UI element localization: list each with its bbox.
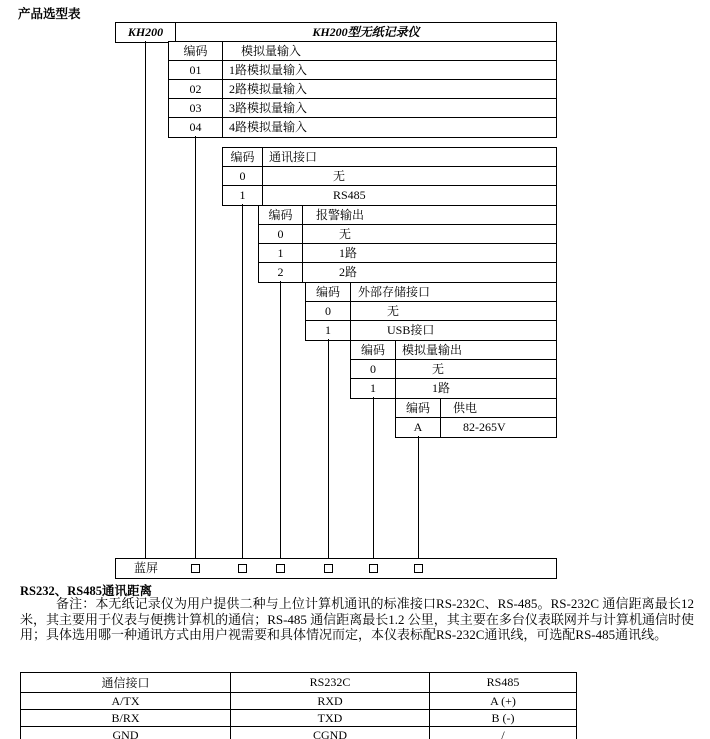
base-row <box>115 558 557 579</box>
connector-line <box>328 339 329 558</box>
option-row-label: 无 <box>339 227 352 241</box>
comm-table-cell: GND <box>21 727 231 739</box>
connector-line <box>145 41 146 558</box>
comm-note: 备注：本无纸记录仪为用户提供二种与上位计算机通讯的标准接口RS-232C、RS-485。RS-232C 通信距离最长12米，其主要用于仪表与便携计算机的通信；RS-485 通信距离最长1.2 公里，其主要在多台仪表联网并与计算机通信时使用；具体选用哪一种通讯方式由用户视需要和具体情况而定，本仪表标配RS-232C通讯线，可选配RS-485通讯线。 <box>20 596 694 643</box>
option-row-code: 03 <box>169 99 223 117</box>
comm-table-cell: / <box>430 727 577 739</box>
section-analog-input <box>168 41 557 138</box>
comm-table-row <box>21 710 577 727</box>
model-name-cell: KH200型无纸记录仪 <box>312 25 420 39</box>
comm-wiring-table <box>20 672 577 739</box>
option-row-label: 4路模拟量输入 <box>229 120 308 134</box>
comm-table-cell: B (-) <box>430 710 577 727</box>
section-header-row <box>169 42 556 61</box>
section-header-row <box>351 341 556 360</box>
option-row <box>259 225 556 244</box>
model-row <box>116 23 556 42</box>
section-external-storage <box>305 282 557 341</box>
option-row-code: 1 <box>223 186 263 205</box>
comm-table-cell: B/RX <box>21 710 231 727</box>
option-row-code: 0 <box>259 225 303 243</box>
section-header-row <box>306 283 556 302</box>
option-row-code: 0 <box>306 302 351 320</box>
option-row <box>259 244 556 263</box>
option-row-code: 02 <box>169 80 223 98</box>
checkbox <box>238 564 247 573</box>
option-row-label: 无 <box>432 362 445 376</box>
connector-line <box>280 281 281 558</box>
comm-table-header-row <box>21 673 577 693</box>
option-row <box>306 302 556 321</box>
comm-table-header-cell: RS485 <box>430 673 577 693</box>
option-row <box>396 418 556 437</box>
option-row-label: USB接口 <box>387 323 435 337</box>
option-row-label: 2路 <box>339 265 358 279</box>
section-header-row-label: 外部存储接口 <box>358 285 431 299</box>
option-row-label: 3路模拟量输入 <box>229 101 308 115</box>
comm-table-cell: RXD <box>231 693 430 710</box>
section-power-supply <box>395 398 557 438</box>
option-row-label: 无 <box>333 169 346 183</box>
option-row-code: 04 <box>169 118 223 137</box>
option-row <box>306 321 556 340</box>
section-header-row-label: 模拟量输出 <box>402 343 463 357</box>
option-row-code: 1 <box>351 379 396 398</box>
checkbox <box>191 564 200 573</box>
comm-table-header-cell: RS232C <box>231 673 430 693</box>
comm-table-cell: TXD <box>231 710 430 727</box>
section-header-row-code: 编码 <box>169 42 223 60</box>
option-row <box>351 360 556 379</box>
section-analog-output <box>350 340 557 399</box>
option-row-label: 无 <box>387 304 400 318</box>
connector-line <box>195 136 196 558</box>
section-header-row <box>259 206 556 225</box>
section-header-row <box>396 399 556 418</box>
section-header-row-code: 编码 <box>223 148 263 166</box>
connector-line <box>242 204 243 558</box>
base-label: 蓝屏 <box>133 561 158 575</box>
option-row <box>259 263 556 282</box>
comm-table-row <box>21 693 577 710</box>
option-row <box>169 118 556 137</box>
section-header-row-label: 报警输出 <box>316 208 365 222</box>
option-row-code: 01 <box>169 61 223 79</box>
option-row <box>351 379 556 398</box>
option-row-label: 1路模拟量输入 <box>229 63 308 77</box>
comm-table-cell: A (+) <box>430 693 577 710</box>
model-code-cell: KH200 <box>116 23 176 42</box>
comm-table-row <box>21 727 577 739</box>
option-row <box>169 99 556 118</box>
section-header-row-code: 编码 <box>259 206 303 224</box>
checkbox <box>369 564 378 573</box>
section-header-row-label: 模拟量输入 <box>241 44 302 58</box>
connector-line <box>418 436 419 558</box>
option-row-code: 2 <box>259 263 303 282</box>
comm-table-cell: A/TX <box>21 693 231 710</box>
model-header-section <box>115 22 557 43</box>
connector-line <box>373 397 374 558</box>
section-alarm-output <box>258 205 557 283</box>
section-header-row-code: 编码 <box>306 283 351 301</box>
section-header-row-code: 编码 <box>351 341 396 359</box>
option-row <box>169 80 556 99</box>
section-header-row-label: 通讯接口 <box>269 150 318 164</box>
section-header-row <box>223 148 556 167</box>
comm-section-heading: RS232、RS485通讯距离 <box>20 584 152 598</box>
option-row-code: 0 <box>223 167 263 185</box>
option-row-code: 0 <box>351 360 396 378</box>
checkbox <box>414 564 423 573</box>
option-row-code: 1 <box>306 321 351 340</box>
comm-table-cell: CGND <box>231 727 430 739</box>
section-header-row-label: 供电 <box>453 401 478 415</box>
checkbox <box>276 564 285 573</box>
option-row-label: 2路模拟量输入 <box>229 82 308 96</box>
option-row-label: 1路 <box>339 246 358 260</box>
option-row-label: 1路 <box>432 381 451 395</box>
doc-title: 产品选型表 <box>18 7 81 21</box>
option-row-code: 1 <box>259 244 303 262</box>
option-row-label: RS485 <box>333 188 366 202</box>
option-row <box>223 186 556 205</box>
option-row <box>223 167 556 186</box>
option-row-code: A <box>396 418 441 437</box>
checkbox <box>324 564 333 573</box>
option-row-label: 82-265V <box>463 420 506 434</box>
section-header-row-code: 编码 <box>396 399 441 417</box>
option-row <box>169 61 556 80</box>
comm-table-header-cell: 通信接口 <box>21 673 231 693</box>
section-comm-interface <box>222 147 557 206</box>
